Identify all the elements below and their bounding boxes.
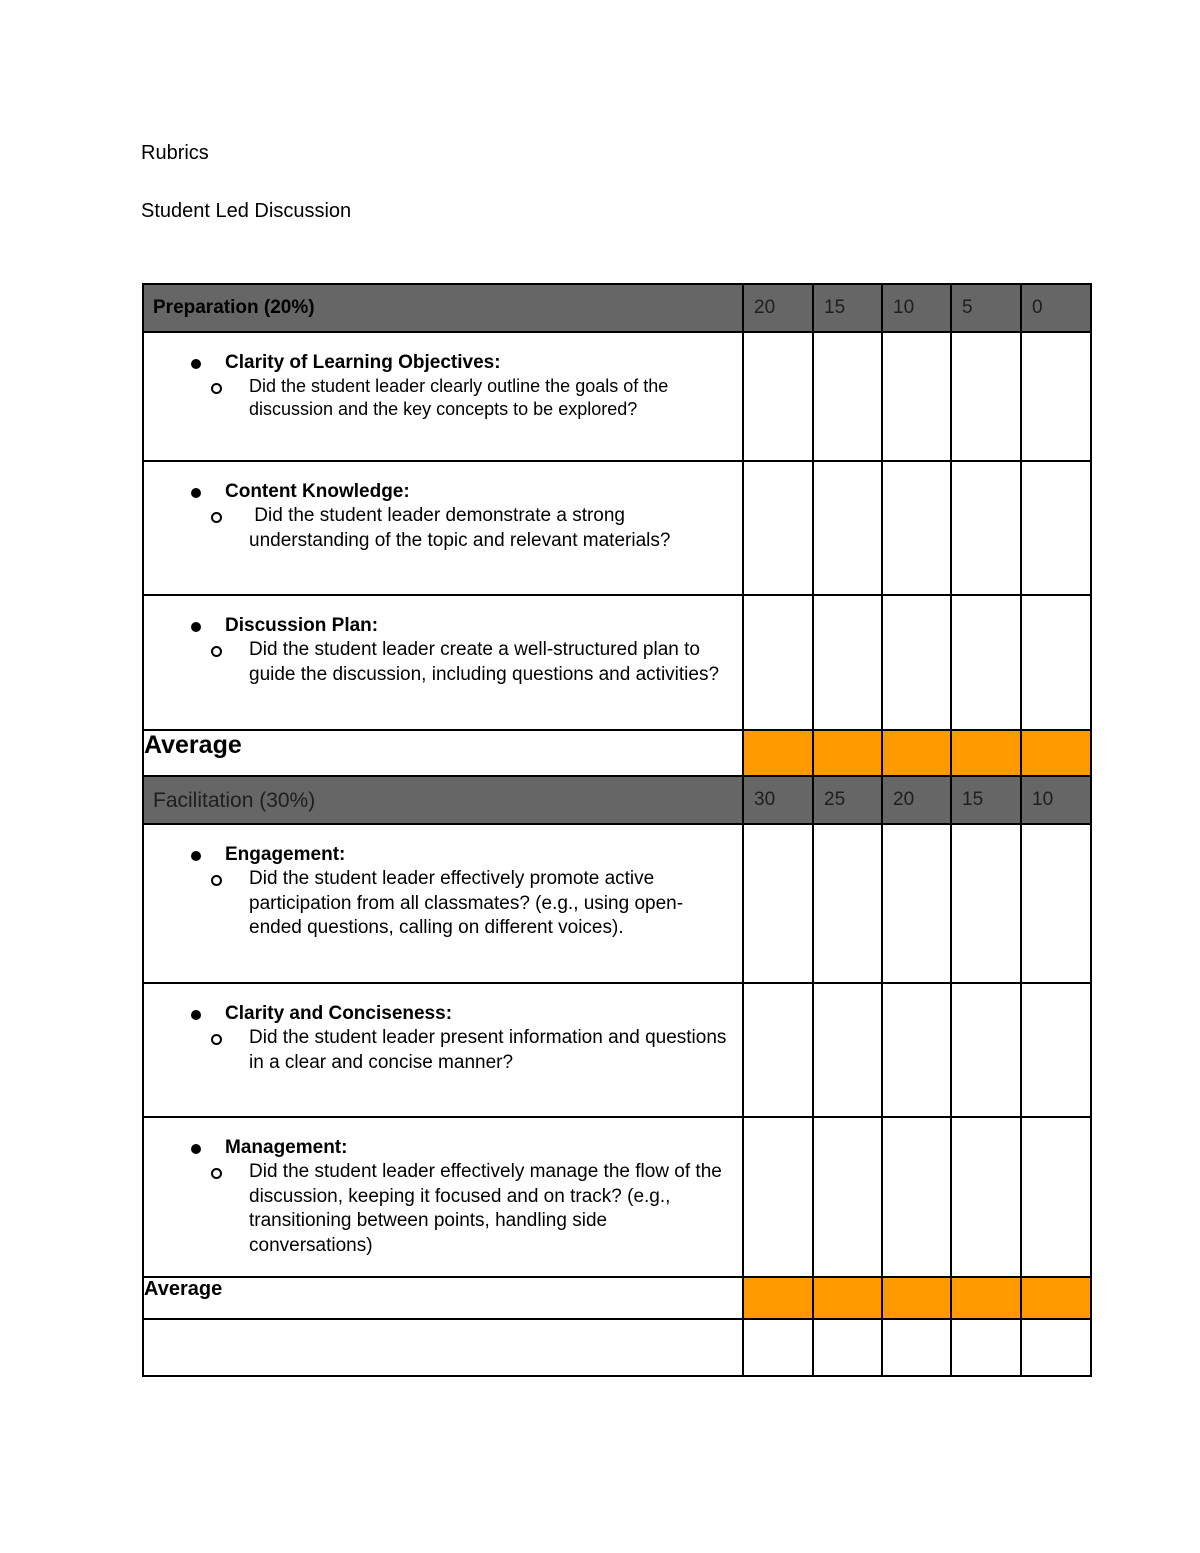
hollow-bullet-icon xyxy=(211,1168,222,1179)
section-title: Facilitation (30%) xyxy=(143,776,743,824)
score-cell[interactable] xyxy=(882,332,951,461)
average-cell[interactable] xyxy=(951,1277,1021,1319)
criterion-row xyxy=(143,461,1091,595)
criterion-heading: Clarity of Learning Objectives: xyxy=(225,352,501,373)
score-cell[interactable] xyxy=(743,461,813,595)
score-header: 30 xyxy=(743,776,813,824)
hollow-bullet-icon xyxy=(211,875,222,886)
score-cell[interactable] xyxy=(813,332,882,461)
average-cell[interactable] xyxy=(1021,730,1091,776)
score-cell[interactable] xyxy=(813,983,882,1117)
empty-cell[interactable] xyxy=(882,1319,951,1376)
average-row xyxy=(143,1277,1091,1319)
average-cell[interactable] xyxy=(882,1277,951,1319)
empty-row xyxy=(143,1319,1091,1376)
document-title: Rubrics xyxy=(141,142,209,164)
empty-cell[interactable] xyxy=(743,1319,813,1376)
score-cell[interactable] xyxy=(743,1117,813,1277)
score-cell[interactable] xyxy=(882,461,951,595)
bullet-icon xyxy=(191,1010,201,1020)
score-cell[interactable] xyxy=(1021,1117,1091,1277)
criterion-heading: Content Knowledge: xyxy=(225,481,410,502)
score-cell[interactable] xyxy=(813,824,882,983)
criterion-heading: Discussion Plan: xyxy=(225,615,379,636)
score-cell[interactable] xyxy=(1021,595,1091,730)
bullet-icon xyxy=(191,488,201,498)
score-cell[interactable] xyxy=(951,595,1021,730)
score-cell[interactable] xyxy=(882,595,951,730)
criterion-description: Did the student leader create a well-structured plan to guide the discussion, including questions and activities? xyxy=(249,639,720,685)
score-cell[interactable] xyxy=(882,1117,951,1277)
bullet-icon xyxy=(191,622,201,632)
score-cell[interactable] xyxy=(951,461,1021,595)
bullet-icon xyxy=(191,1144,201,1154)
score-header: 10 xyxy=(1021,776,1091,824)
average-label: Average xyxy=(143,730,743,776)
criterion-description: Did the student leader effectively manage the flow of the discussion, keeping it focused and on track? (e.g., transitioning between points, handling side conversations) xyxy=(249,1161,722,1256)
hollow-bullet-icon xyxy=(211,383,222,394)
score-cell[interactable] xyxy=(882,824,951,983)
rubric-table xyxy=(142,283,1092,1377)
score-header: 10 xyxy=(882,284,951,332)
score-header: 25 xyxy=(813,776,882,824)
average-cell[interactable] xyxy=(813,1277,882,1319)
criterion-row xyxy=(143,1117,1091,1277)
score-cell[interactable] xyxy=(1021,983,1091,1117)
score-header: 20 xyxy=(882,776,951,824)
criterion-cell xyxy=(143,595,743,730)
average-label: Average xyxy=(143,1277,743,1319)
average-cell[interactable] xyxy=(1021,1277,1091,1319)
criterion-description: Did the student leader clearly outline the goals of the discussion and the key concepts to be explored? xyxy=(249,376,669,419)
score-header: 15 xyxy=(951,776,1021,824)
score-cell[interactable] xyxy=(1021,824,1091,983)
average-cell[interactable] xyxy=(813,730,882,776)
criterion-heading: Engagement: xyxy=(225,844,346,865)
document-subtitle: Student Led Discussion xyxy=(141,200,352,222)
empty-cell[interactable] xyxy=(143,1319,743,1376)
criterion-row xyxy=(143,824,1091,983)
score-header: 15 xyxy=(813,284,882,332)
bullet-icon xyxy=(191,851,201,861)
criterion-row xyxy=(143,595,1091,730)
score-cell[interactable] xyxy=(743,332,813,461)
score-cell[interactable] xyxy=(813,595,882,730)
score-cell[interactable] xyxy=(882,983,951,1117)
empty-cell[interactable] xyxy=(813,1319,882,1376)
score-cell[interactable] xyxy=(1021,461,1091,595)
score-cell[interactable] xyxy=(951,983,1021,1117)
score-header: 5 xyxy=(951,284,1021,332)
section-header-preparation xyxy=(143,284,1091,332)
average-cell[interactable] xyxy=(743,730,813,776)
score-cell[interactable] xyxy=(813,461,882,595)
score-cell[interactable] xyxy=(743,983,813,1117)
criterion-row xyxy=(143,332,1091,461)
criterion-cell xyxy=(143,824,743,983)
criterion-description: Did the student leader present information and questions in a clear and concise manner? xyxy=(249,1027,727,1073)
average-cell[interactable] xyxy=(743,1277,813,1319)
criterion-cell xyxy=(143,332,743,461)
criterion-heading: Management: xyxy=(225,1137,348,1158)
score-cell[interactable] xyxy=(813,1117,882,1277)
score-cell[interactable] xyxy=(951,1117,1021,1277)
score-header: 20 xyxy=(743,284,813,332)
criterion-cell xyxy=(143,461,743,595)
average-cell[interactable] xyxy=(951,730,1021,776)
hollow-bullet-icon xyxy=(211,646,222,657)
criterion-heading: Clarity and Conciseness: xyxy=(225,1003,453,1024)
section-header-facilitation xyxy=(143,776,1091,824)
score-header: 0 xyxy=(1021,284,1091,332)
average-cell[interactable] xyxy=(882,730,951,776)
score-cell[interactable] xyxy=(951,824,1021,983)
score-cell[interactable] xyxy=(743,595,813,730)
criterion-description: Did the student leader demonstrate a strong understanding of the topic and relevant materials? xyxy=(249,505,671,551)
hollow-bullet-icon xyxy=(211,512,222,523)
empty-cell[interactable] xyxy=(1021,1319,1091,1376)
criterion-cell xyxy=(143,983,743,1117)
empty-cell[interactable] xyxy=(951,1319,1021,1376)
bullet-icon xyxy=(191,359,201,369)
average-row xyxy=(143,730,1091,776)
score-cell[interactable] xyxy=(743,824,813,983)
score-cell[interactable] xyxy=(1021,332,1091,461)
criterion-cell xyxy=(143,1117,743,1277)
section-title: Preparation (20%) xyxy=(143,284,743,332)
criterion-row xyxy=(143,983,1091,1117)
hollow-bullet-icon xyxy=(211,1034,222,1045)
criterion-description: Did the student leader effectively promote active participation from all classmates? (e.g., using open-ended questions, calling on different voices). xyxy=(249,868,684,938)
score-cell[interactable] xyxy=(951,332,1021,461)
